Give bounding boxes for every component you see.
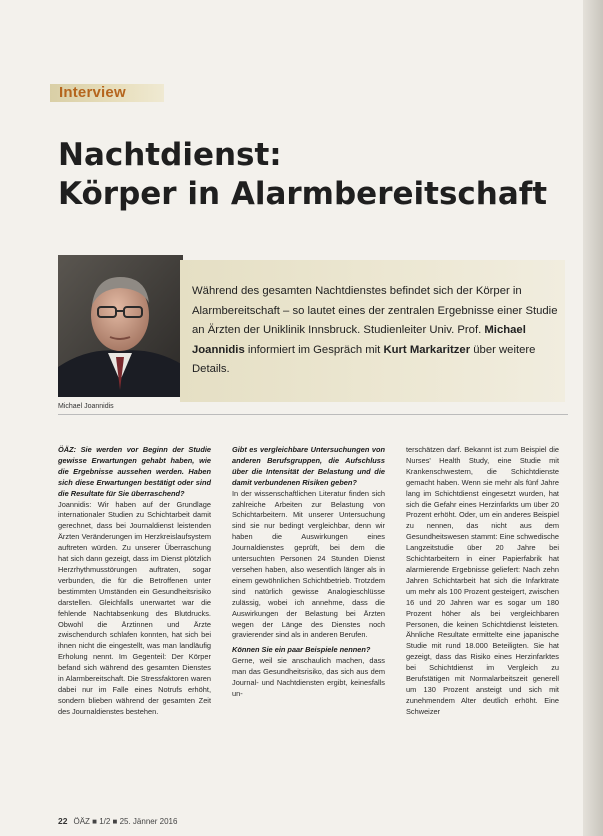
intro-text [192,282,560,380]
interviewer-name: Kurt Markaritzer [383,343,471,356]
headline-line-1: Nachtdienst: [58,137,282,173]
question-1: ÖÄZ: Sie werden vor Beginn der Studie gewisse Erwartungen gehabt haben, wie die Ergebnisse aussehen werden. Haben sich diese Erwartungen bestätigt oder sind die Resultate für Sie überraschend? [58,445,211,498]
page-footer [58,816,177,826]
answer-3: Gerne, weil sie anschaulich machen, dass man das Gesundheitsrisiko, das sich aus dem Journal- und Nachtdiensten ergibt, keinesfalls un- [232,656,385,698]
kicker-label: Interview [59,84,126,101]
question-2: Gibt es vergleichbare Untersuchungen von anderen Berufsgruppen, die Aufschluss über die Intensität der Belastung und die damit verbundenen Risiken geben? [232,445,385,487]
intro-box [180,260,565,402]
intro-text-part-1: Während des gesamten Nachtdienstes befindet sich der Körper in Alarmbereitschaft – so lautet eines der zentralen Ergebnisse einer Studie an Ärzten der Uniklinik Innsbruck. Studienleiter Univ. Prof. [192,285,558,336]
column-2 [232,445,385,700]
answer-3-continued: terschätzen darf. Bekannt ist zum Beispiel die Nurses' Health Study, eine Studie mit Krankenschwestern, die Schichtdienste gemacht haben. Wenn sie mehr als fünf Jahre lang im Schichtdienst eingesetzt wurden, hat sich die Gefahr eines Herzinfarkts um über 20 Prozent erhöht. Oder, um ein anderes Beispiel zu nennen, das nicht aus dem Gesundheitswesen stammt: Eine schwedische Langzeitstudie über 20 Jahre bei Schichtarbeitern in einer Papierfabrik hat alarmierende Ergebnisse geliefert: Nach zehn Jahren Schichtarbeit hat sich die Infarktrate um mehr als 100 Prozent gesteigert, zwischen 16 und 20 Jahren war es sogar um 180 Prozent höher als bei vergleichbaren Personen, die keinen Schichtdienst leisteten. Ähnliche Resultate ermittelte eine japanische Studie mit rund 18.000 Beteiligten. Sie hat gezeigt, dass das Risiko eines Herzinfarktes bei Schichtdienst im Vergleich zu Berufstätigen mit Normalarbeitszeit generell um 130 Prozent ansteigt und sich mit zunehmendem Alter deutlich erhöht. Eine Schweizer [406,445,559,716]
column-3 [406,445,559,718]
portrait-photo [58,255,183,397]
intro-text-part-2: informiert im Gespräch mit [244,343,384,356]
photo-caption: Michael Joannidis [58,403,114,410]
issue-info: ÖÄZ ■ 1/2 ■ 25. Jänner 2016 [73,817,178,826]
interviewee-name: Michael Joannidis [192,324,526,356]
answer-1: Joannidis: Wir haben auf der Grundlage internationaler Studien zu Schichtarbeit damit gerechnet, dass bei Journaldienst leistenden Ärzten Veränderungen im Herzkreislaufsystem auftreten würden. Zu unserer Überraschung hat sich dann gezeigt, dass im Dienst plötzlich Herzrhythmusstörungen auftraten, sogar verbunden, die für die Betroffenen unter bestimmten Umständen ein Gesundheitsrisiko darstellen. Gleichfalls unerwartet war die fehlende Nachtabsenkung des Blutdrucks. Obwohl die Ärztinnen und Ärzte zwischendurch schlafen konnten, hat sich bei ihnen nicht die eingestellt, was man landläufig Erholung nennt. Im Gegenteil: Der Körper befand sich während des gesamten Dienstes in Alarmbereitschaft. Die Stressfaktoren waren dabei nur im Falle eines Notrufs erhöht, sondern blieben während der gesamten Zeit des Journaldienstes bestehen. [58,499,211,716]
section-kicker [50,84,164,102]
page-fold-shadow [583,0,603,836]
section-divider [58,414,568,415]
page-number: 22 [58,816,68,826]
intro-text-part-3: über weitere Details. [192,343,536,375]
question-3: Können Sie ein paar Beispiele nennen? [232,645,371,655]
headline [58,136,578,214]
headline-line-2: Körper in Alarmbereitschaft [58,176,548,212]
column-1 [58,445,211,718]
answer-2: In der wissenschaftlichen Literatur finden sich zahlreiche Arbeiten zur Belastung von Schichtarbeitern. Mit unserer Untersuchung sind sie nur bedingt vergleichbar, denn wir haben die Auswirkungen eines Journaldienstes geprüft, bei dem die untersuchten Personen 24 Stunden Dienst versehen haben, also wesentlich länger als in einem gewöhnlichen Schichtbetrieb. Trotzdem sind natürlich gewisse Analogieschlüsse zulässig, wobei ich annehme, dass die Auswirkungen der Belastung bei Ärzten wegen der Länge des Dienstes noch gravierender sind als in anderen Berufen. [232,488,385,640]
